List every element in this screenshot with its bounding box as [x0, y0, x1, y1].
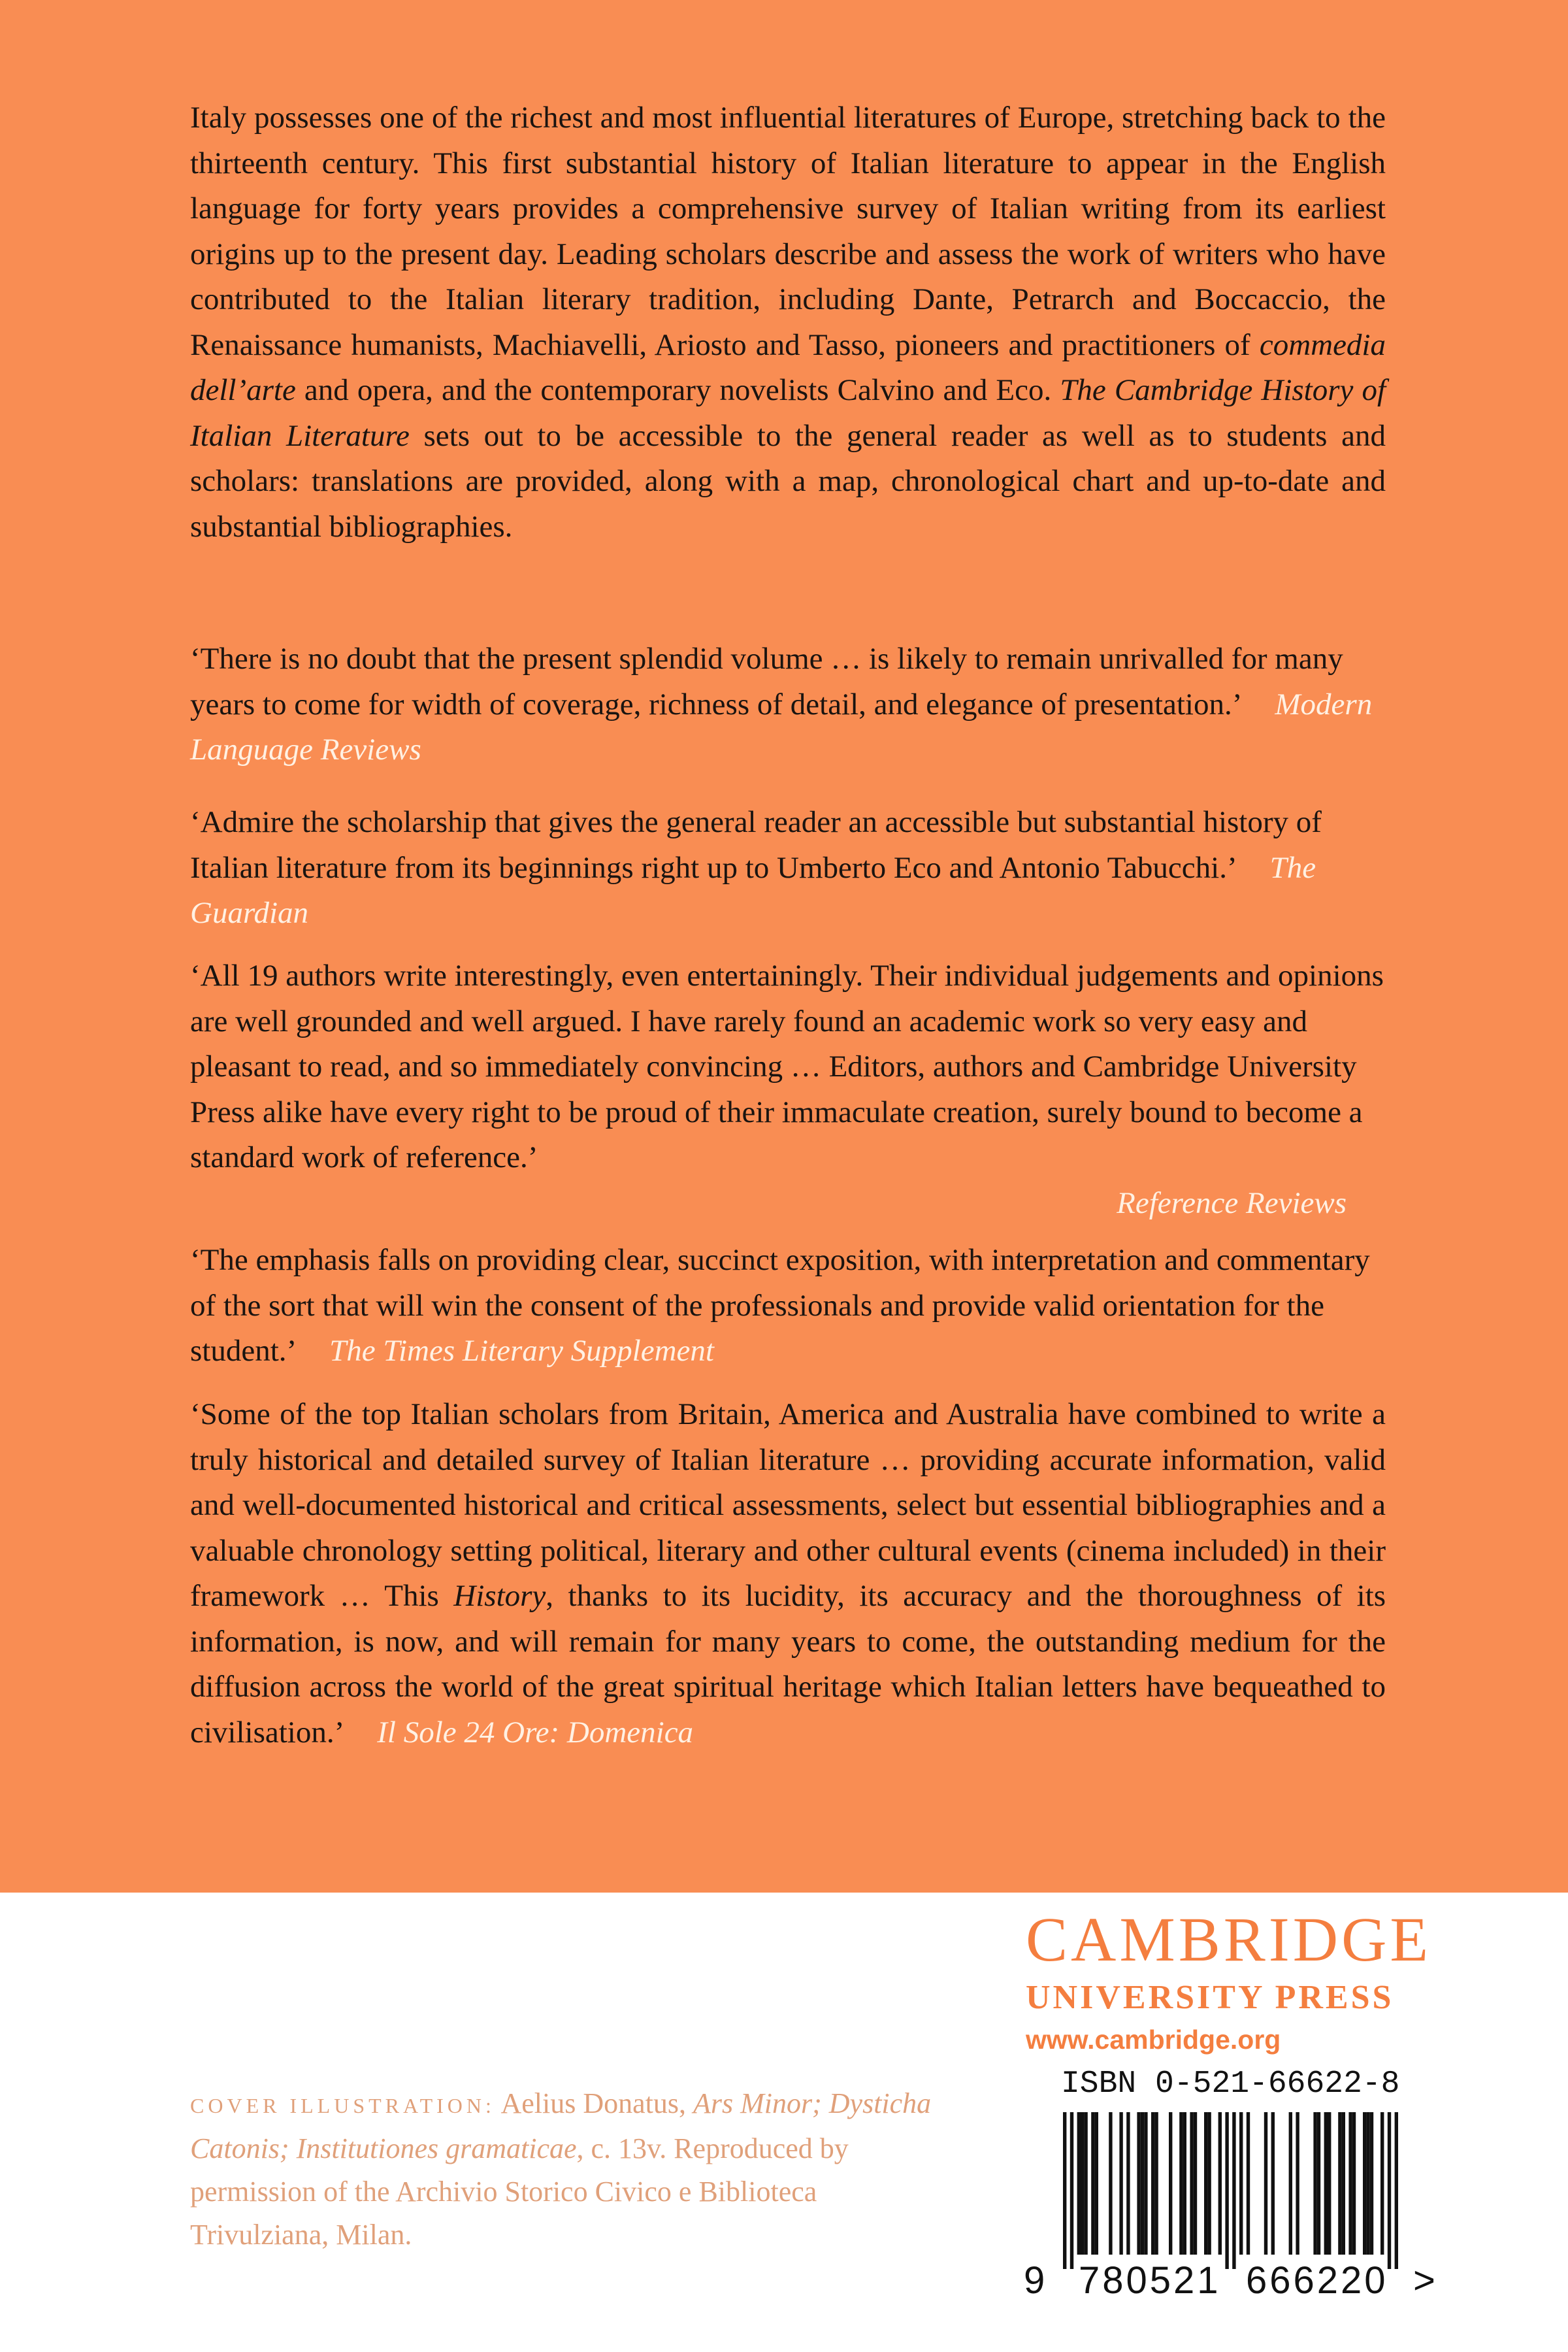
quote-source: The Guardian: [190, 850, 1316, 930]
quote-italic: History: [453, 1579, 546, 1613]
isbn-label: ISBN 0-521-66622-8: [1061, 2066, 1400, 2102]
credit-text-1: Aelius Donatus,: [495, 2087, 693, 2119]
barcode-bar: [1204, 2112, 1207, 2255]
barcode-bar: [1190, 2112, 1193, 2255]
quote-source: The Times Literary Supplement: [329, 1334, 714, 1368]
barcode-bar: [1352, 2112, 1356, 2255]
credit-italic: Ars Minor; Dysticha Catonis; Institutiones gramaticae: [190, 2087, 932, 2164]
barcode-bar: [1225, 2112, 1228, 2269]
book-description: [190, 95, 1386, 550]
barcode-bar: [1388, 2112, 1391, 2269]
quote-source: Il Sole 24 Ore: Domenica: [377, 1715, 694, 1749]
barcode-bar: [1179, 2112, 1183, 2255]
barcode-bar: [1070, 2112, 1073, 2269]
barcode: [1022, 2112, 1441, 2308]
blurb-part-1: Italy possesses one of the richest and most influential literatures of Europe, stretching back to the thirteenth century. This first substantial history of Italian literature to appear in the English language for forty years provides a comprehensive survey of Italian writing from its earliest origins up to the present day. Leading scholars describe and assess the work of writers who have contributed to the Italian literary tradition, including Dante, Petrarch and Boccaccio, the Renaissance humanists, Machiavelli, Ariosto and Tasso, pioneers and practitioners of: [190, 101, 1386, 362]
barcode-bar: [1218, 2112, 1222, 2255]
quote-text-a: ‘Some of the top Italian scholars from Britain, America and Australia have combined to write a truly historical and detailed survey of Italian literature … providing accurate information, valid and well-documented historical and critical assessments, select but essential bibliographies and a valuable chronology setting political, literary and other cultural events (cinema included) in their framework … This: [190, 1397, 1386, 1613]
blurb-italic-1: commedia dell’arte: [190, 327, 1386, 407]
barcode-bar: [1154, 2112, 1158, 2255]
barcode-bar: [1380, 2112, 1384, 2255]
credit-label: COVER ILLUSTRATION:: [190, 2094, 495, 2117]
barcode-bar: [1081, 2112, 1084, 2255]
barcode-bar: [1232, 2112, 1235, 2269]
barcode-bar: [1247, 2112, 1250, 2255]
barcode-bar: [1063, 2112, 1066, 2269]
publisher-press: UNIVERSITY PRESS: [1026, 1979, 1394, 2016]
publisher-url: www.cambridge.org: [1026, 2025, 1281, 2055]
barcode-bar: [1091, 2112, 1094, 2255]
barcode-bar: [1239, 2112, 1243, 2255]
barcode-bar: [1324, 2112, 1328, 2255]
barcode-bar: [1137, 2112, 1140, 2255]
barcode-bar: [1271, 2112, 1275, 2255]
barcode-bar: [1077, 2112, 1081, 2255]
barcode-bar: [1363, 2112, 1366, 2255]
blurb-part-3: sets out to be accessible to the general reader as well as to students and scholars: translations are provided, along with a map, chronological chart and up-to-date and substantial bibliographies.: [190, 418, 1386, 544]
barcode-bar: [1141, 2112, 1144, 2255]
publisher-logo: [1026, 1904, 1431, 2059]
review-quote-3: [190, 953, 1386, 1226]
barcode-bar: [1151, 2112, 1154, 2255]
credit-text-2: , c. 13v. Reproduced by permission of the Archivio Storico Civico e Biblioteca Trivulziana, Milan.: [190, 2132, 849, 2251]
barcode-digits-left: 780521: [1079, 2259, 1221, 2302]
barcode-bar: [1289, 2112, 1292, 2255]
barcode-bar: [1395, 2112, 1398, 2269]
barcode-bar: [1183, 2112, 1186, 2255]
barcode-bar: [1366, 2112, 1369, 2255]
quote-source: Reference Reviews: [1117, 1185, 1347, 1220]
barcode-bar: [1194, 2112, 1197, 2255]
review-quote-4: [190, 1238, 1386, 1374]
barcode-bar: [1338, 2112, 1341, 2255]
review-quote-1: [190, 637, 1386, 773]
blurb-italic-2: The Cambridge History of Italian Literature: [190, 373, 1386, 453]
publisher-name: CAMBRIDGE: [1026, 1904, 1432, 1974]
quote-text: ‘The emphasis falls on providing clear, succinct exposition, with interpretation and commentary of the sort that will win the consent of the professionals and provide valid orientation for the student.’: [190, 1243, 1370, 1368]
barcode-bar: [1119, 2112, 1122, 2255]
barcode-bar: [1264, 2112, 1267, 2255]
review-quote-2: [190, 800, 1386, 936]
barcode-bar: [1328, 2112, 1331, 2255]
barcode-bar: [1296, 2112, 1299, 2255]
barcode-digits-right: 666220: [1246, 2259, 1388, 2302]
barcode-bar: [1207, 2112, 1211, 2255]
quote-source: Modern Language Reviews: [190, 687, 1373, 767]
cover-illustration-credit: [190, 2082, 941, 2257]
barcode-bar: [1370, 2112, 1373, 2255]
barcode-bar: [1095, 2112, 1098, 2255]
barcode-bar: [1348, 2112, 1352, 2255]
barcode-bar: [1144, 2112, 1147, 2255]
barcode-bar: [1126, 2112, 1130, 2255]
barcode-bar: [1169, 2112, 1172, 2255]
quote-text-b: , thanks to its lucidity, its accuracy and the thoroughness of its information, is now, and will remain for many years to come, the outstanding medium for the diffusion across the world of the great spiritual heritage which Italian letters have bequeathed to civilisation.’: [190, 1579, 1386, 1749]
barcode-bar: [1313, 2112, 1316, 2255]
review-quote-5: [190, 1392, 1386, 1755]
barcode-arrow: >: [1413, 2259, 1435, 2302]
quote-text: ‘Admire the scholarship that gives the general reader an accessible but substantial history of Italian literature from its beginnings right up to Umberto Eco and Antonio Tabucchi.’: [190, 805, 1322, 885]
quote-text: ‘All 19 authors write interestingly, even entertainingly. Their individual judgements and opinions are well grounded and well argued. I have rarely found an academic work so very easy and pleasant to read, and so immediately convincing … Editors, authors and Cambridge University Press alike have every right to be proud of their immaculate creation, surely bound to become a standard work of reference.’: [190, 959, 1384, 1174]
blurb-part-2: and opera, and the contemporary novelists Calvino and Eco.: [295, 373, 1060, 407]
barcode-bar: [1342, 2112, 1345, 2255]
barcode-bar: [1084, 2112, 1087, 2255]
quote-text: ‘There is no doubt that the present splendid volume … is likely to remain unrivalled for many years to come for width of coverage, richness of detail, and elegance of presentation.’: [190, 642, 1343, 721]
barcode-bar: [1109, 2112, 1112, 2255]
barcode-bars: [1022, 2112, 1441, 2269]
barcode-bar: [1317, 2112, 1320, 2255]
barcode-digit-first: 9: [1024, 2259, 1045, 2302]
